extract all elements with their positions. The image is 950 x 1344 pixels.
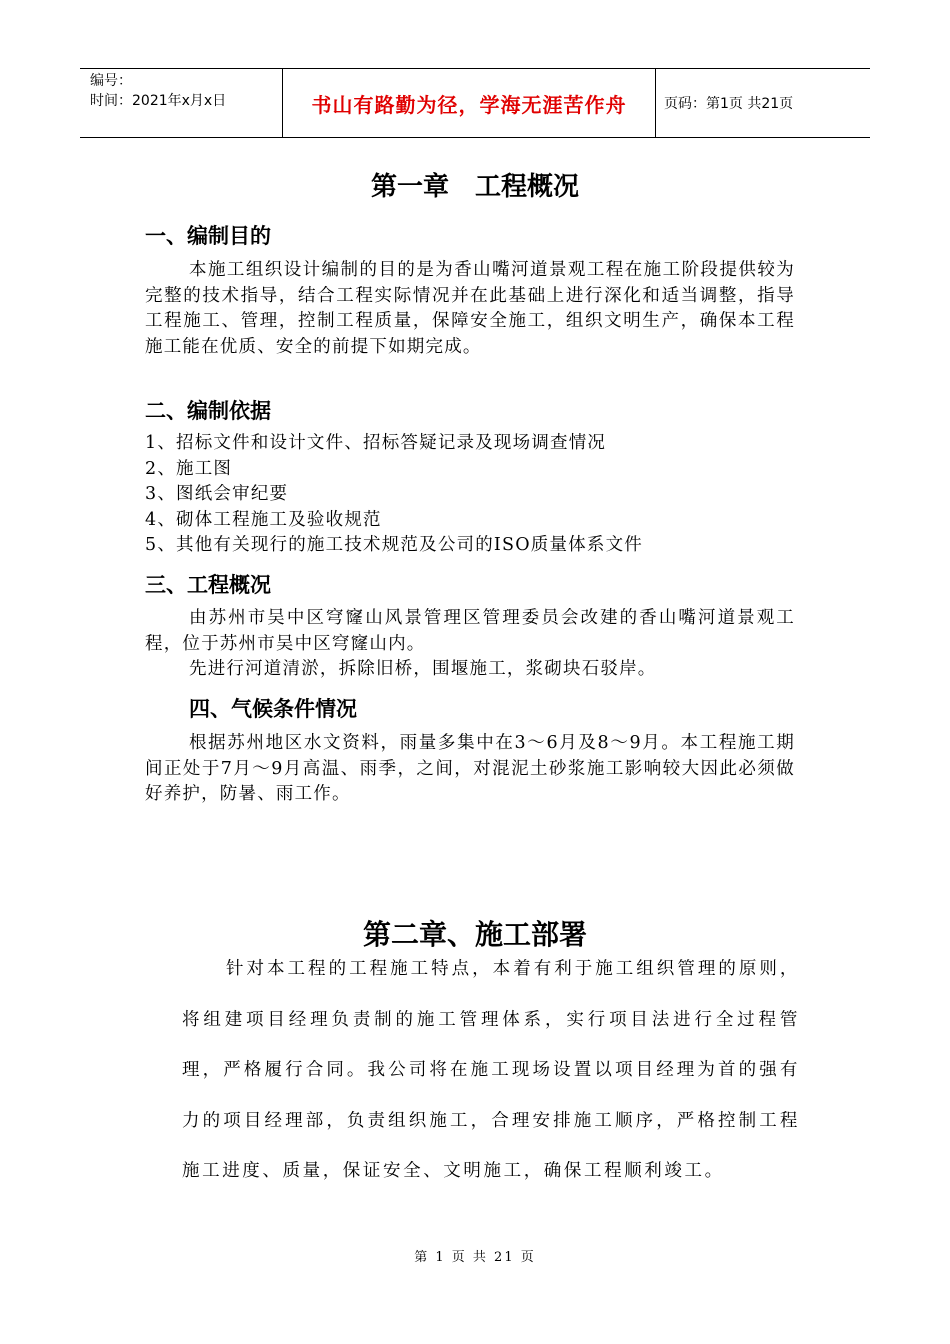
header-motto: 书山有路勤为径，学海无涯苦作舟 <box>311 92 627 117</box>
section3-paragraph: 由苏州市吴中区穹窿山风景管理区管理委员会改建的香山嘴河道景观工程，位于苏州市吴中区穹窿山内。 <box>145 608 795 654</box>
section1-paragraph: 本施工组织设计编制的目的是为香山嘴河道景观工程在施工阶段提供较为完整的技术指导，结合工程实际情况并在此基础上进行深化和适当调整，指导工程施工、管理，控制工程质量，保障安全施工，组织文明生产，确保本工程施工能在优质、安全的前提下如期完成。 <box>145 260 795 357</box>
chapter2-paragraph: 针对本工程的工程施工特点，本着有利于施工组织管理的原则，将组建项目经理负责制的施工管理体系，实行项目法进行全过程管理，严格履行合同。我公司将在施工现场设置以项目经理为首的强有力的项目经理部，负责组织施工，合理安排施工顺序，严格控制工程施工进度、质量，保证安全、文明施工，确保工程顺利竣工。 <box>182 959 800 1181</box>
header-page-cell <box>656 69 878 137</box>
page-footer: 第 1 页 共 21 页 <box>414 1250 536 1265</box>
header-meta <box>80 69 290 139</box>
section3-paragraph-2: 先进行河道清淤，拆除旧桥，围堰施工，浆砌块石驳岸。 <box>189 659 657 679</box>
document-date-label: 时间：2021年x月x日 <box>90 93 227 109</box>
list-item: 3、图纸会审纪要 <box>145 484 289 504</box>
chapter1-title: 第一章 工程概况 <box>370 172 579 202</box>
page-header <box>80 68 870 138</box>
section1-heading: 一、编制目的 <box>145 224 271 248</box>
header-page-number: 页码：第1页 共21页 <box>664 96 794 112</box>
document-number-label: 编号： <box>90 73 132 89</box>
list-item: 1、招标文件和设计文件、招标答疑记录及现场调查情况 <box>145 433 607 453</box>
chapter2-title: 第二章、施工部署 <box>362 918 587 951</box>
section2-heading: 二、编制依据 <box>145 399 271 423</box>
section3-heading: 三、工程概况 <box>145 573 271 597</box>
header-motto-cell <box>282 69 656 137</box>
section2-list <box>145 431 795 559</box>
list-item: 2、施工图 <box>145 458 233 479</box>
section4-heading: 四、气候条件情况 <box>189 697 357 721</box>
list-item: 5、其他有关现行的施工技术规范及公司的ISO质量体系文件 <box>145 535 643 555</box>
section4-paragraph: 根据苏州地区水文资料，雨量多集中在3～6月及8～9月。本工程施工期间正处于7月～9月高温、雨季，之间，对混泥土砂浆施工影响较大因此必须做好养护，防暑、雨工作。 <box>145 733 795 804</box>
list-item: 4、砌体工程施工及验收规范 <box>145 509 382 530</box>
